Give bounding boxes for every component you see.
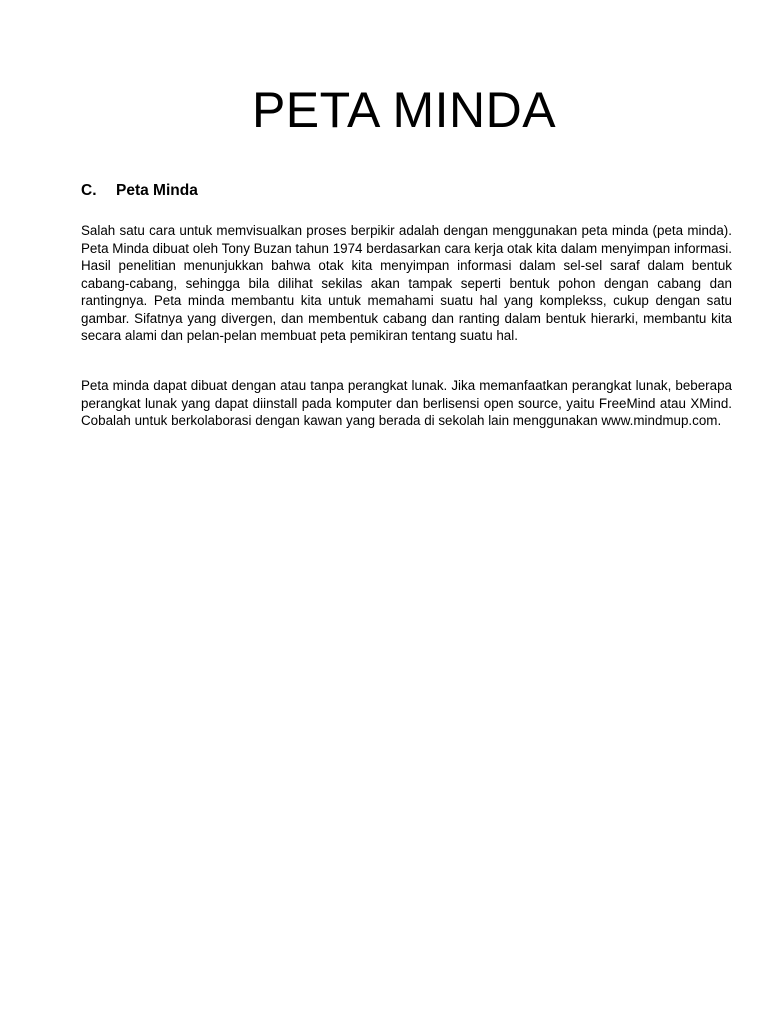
paragraph-software: Peta minda dapat dibuat dengan atau tanpa perangkat lunak. Jika memanfaatkan perangkat lunak, beberapa perangkat lunak yang dapat diinstall pada komputer dan berlisensi open source, yaitu FreeMind atau XMind. Cobalah untuk berkolaborasi dengan kawan yang berada di sekolah lain menggunakan www.mindmup.com. [81,378,732,428]
section-letter: C. [81,182,97,199]
page-title: PETA MINDA [251,82,557,138]
section-heading-text: Peta Minda [116,182,198,199]
section-heading [81,181,198,201]
paragraph-intro: Salah satu cara untuk memvisualkan proses berpikir adalah dengan menggunakan peta minda (peta minda). Peta Minda dibuat oleh Tony Buzan tahun 1974 berdasarkan cara kerja otak kita dalam menyimpan informasi. Hasil penelitian menunjukkan bahwa otak kita menyimpan informasi dalam sel-sel saraf dalam bentuk cabang-cabang, sehingga bila dilihat sekilas akan tampak seperti bentuk pohon dengan cabang dan rantingnya. Peta minda membantu kita untuk memahami suatu hal yang komplekss, cukup dengan satu gambar. Sifatnya yang divergen, dan membentuk cabang dan ranting dalam bentuk hierarki, membantu kita secara alami dan pelan-pelan membuat peta pemikiran tentang suatu hal. [81,223,732,343]
